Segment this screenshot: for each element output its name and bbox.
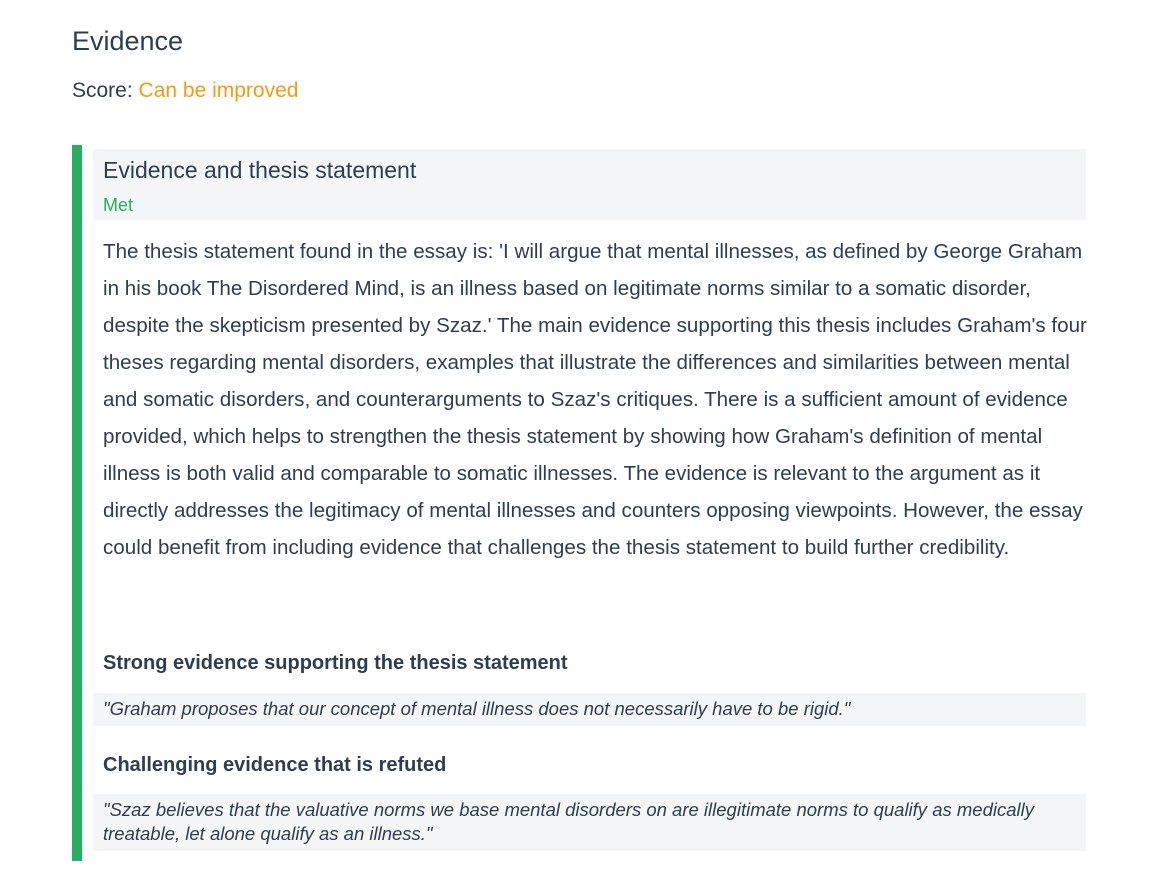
- score-label: Score:: [72, 79, 133, 102]
- criterion-feedback: The thesis statement found in the essay is: 'I will argue that mental illnesses, as defined by George Graham in his book The Disordered Mind, is an illness based on legitimate norms similar to a somatic disorder, despite the skepticism presented by Szaz.' The main evidence supporting this thesis includes Graham's four theses regarding mental disorders, examples that illustrate the differences and similarities between mental and somatic disorders, and counterarguments to Szaz's critiques. There is a sufficient amount of evidence provided, which helps to strengthen the thesis statement by showing how Graham's definition of mental illness is both valid and comparable to somatic illnesses. The evidence is relevant to the argument as it directly addresses the legitimacy of mental illnesses and counters opposing viewpoints. However, the essay could benefit from including evidence that challenges the thesis statement to build further credibility.: [103, 240, 1087, 559]
- score-value: Can be improved: [138, 79, 299, 102]
- strong-evidence-quote: "Graham proposes that our concept of mental illness does not necessarily have to be rigid.": [93, 693, 1086, 726]
- criterion-status: Met: [103, 195, 134, 215]
- criterion-card: [72, 145, 1086, 861]
- challenging-evidence-heading: Challenging evidence that is refuted: [103, 754, 447, 776]
- section-title: Evidence: [72, 26, 184, 56]
- criterion-header: [93, 149, 1086, 220]
- challenging-evidence-quote: "Szaz believes that the valuative norms we base mental disorders on are illegitimate norms to qualify as medically treatable, let alone qualify as an illness.": [93, 794, 1086, 851]
- strong-evidence-heading: Strong evidence supporting the thesis statement: [103, 652, 568, 674]
- criterion-title: Evidence and thesis statement: [103, 157, 417, 183]
- score-line: [72, 77, 298, 105]
